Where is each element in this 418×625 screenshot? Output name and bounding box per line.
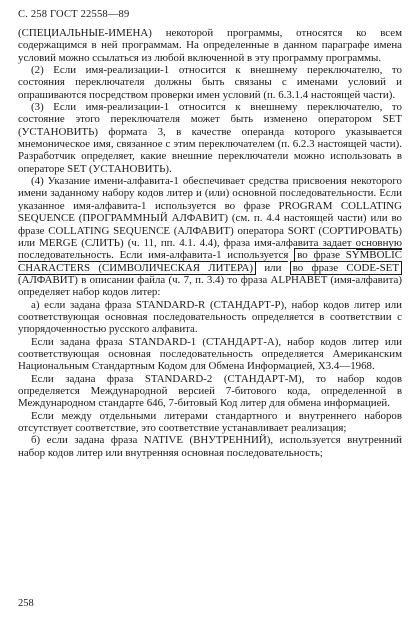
paragraph-standard-2: Если задана фраза STANDARD-2 (СТАНДАРТ-М), то набор кодов определяется Международной версией 7-битового кода, определенной в Международном стандарте 646, 7-битовый Код литер для обмена информацией.: [18, 372, 402, 410]
boxed-phrase-symbolic: во фразе SYMBOLIC CHARACTERS (СИМВОЛИЧЕСКАЯ ЛИТЕРА): [18, 249, 402, 274]
paragraph-2: (2) Если имя-реализации-1 относится к внешнему переключателю, то состояния переключателя должны быть связаны с именами условий и опрашиваются посредством проверки имен условий (п. 6.3.1.4 настоящей части).: [18, 64, 402, 101]
paragraph-standard-1: Если задана фраза STANDARD-1 (СТАНДАРТ-А), набор кодов литер или соответствующая основная последовательность определяется Американским Национальным Стандартным Кодом для Обмена Информацией, Х3.4—1968.: [18, 335, 402, 373]
paragraph-4-text-f: (АЛФАВИТ) в описании файла (ч. 7, п. 3.4) то фраза ALPHABET (имя-алфавита) определяет набор кодов литер:: [18, 273, 402, 299]
page-header: С. 258 ГОСТ 22558—89: [18, 9, 130, 20]
page-number: 258: [18, 598, 34, 609]
underlined-text: основную последовательность. Если имя-алфавита-1 используется: [18, 236, 402, 262]
paragraph-a: а) если задана фраза STANDARD-R (СТАНДАРТ-Р), набор кодов литер или соответствующая основная последовательность определяется в соответствии с упорядоченностью русского алфавита.: [18, 298, 402, 336]
paragraph-b: б) если задана фраза NATIVE (ВНУТРЕННИЙ), используется внутренний набор кодов литер или внутренняя основная последовательность;: [18, 434, 402, 459]
paragraph-4-text-or: или: [264, 261, 282, 274]
paragraph-correspondence: Если между отдельными литерами стандартного и внутреннего наборов отсутствует соответствие, это соответствие устанавливает реализация;: [18, 409, 402, 434]
paragraph-4-text-a: (4) Указание имени-алфавита-1 обеспечивает средства присвоения некоторого имени заданному набору кодов литер и (или) основной последовательности. Если указанное имя-алфавита-1 используется во фразе PROGRAM COLLATING SEQUENCE (ПРОГРАММНЫЙ АЛФАВИТ) (см. п. 4.4 настоящей части) или во фразе COLLATING SEQUENCE (АЛФАВИТ) оператора SORT (СОРТИРОВАТЬ) или MERGE (СЛИТЬ) (ч. 11, пп. 4.1. 4.4), фраза имя-алфавита задает: [18, 175, 402, 249]
paragraph-continuation: (СПЕЦИАЛЬНЫЕ-ИМЕНА) некоторой программы, относятся ко всем содержащимся в ней программам. На определенные в данном параграфе имена условий можно ссылаться из любой включенной в эту программу программы.: [18, 27, 402, 64]
paragraph-3: (3) Если имя-реализации-1 относится к внешнему переключателю, то состояние этого переключателя может быть изменено оператором SET (УСТАНОВИТЬ) формата 3, в качестве операнда которого указывается мнемоническое имя, связанное с этим переключателем (п. 6.2.3 настоящей части). Разработчик определяет, какие внешние переключатели можно использовать в операторе SET (УСТАНОВИТЬ).: [18, 101, 402, 175]
paragraph-4: [18, 175, 402, 298]
boxed-phrase-code-set: во фразе CODE-SET: [290, 261, 402, 275]
body-text: [18, 27, 402, 459]
